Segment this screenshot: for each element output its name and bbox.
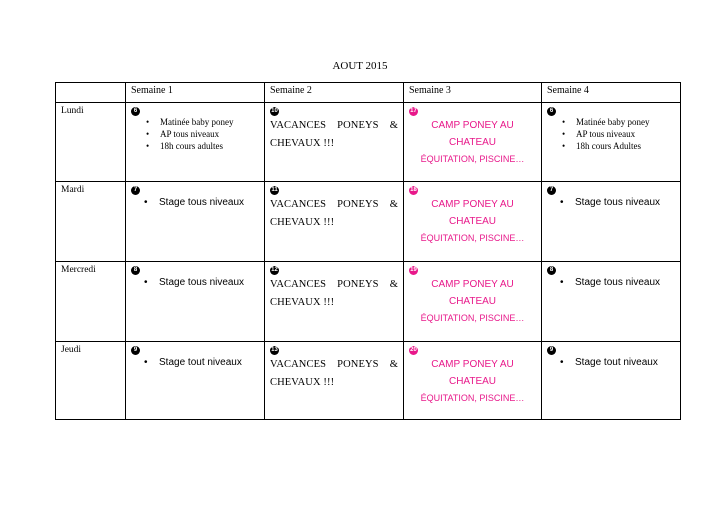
activity-list [144, 196, 244, 209]
list-item: • Stage tous niveaux [144, 196, 244, 209]
table-row [56, 342, 681, 420]
schedule-cell [542, 103, 681, 182]
camp-text [404, 356, 541, 407]
week-header: Semaine 3 [404, 83, 542, 103]
table-row [56, 103, 681, 182]
list-item: • Stage tous niveaux [144, 276, 244, 289]
list-item: • Matinée baby poney [562, 116, 649, 128]
schedule-cell [542, 182, 681, 262]
list-item: • Stage tous niveaux [560, 196, 660, 209]
activity-list [562, 116, 649, 152]
activity-list [560, 356, 658, 369]
camp-line: CHATEAU [448, 137, 497, 148]
camp-line: ÉQUITATION, PISCINE… [420, 393, 525, 403]
date-badge: 18 [410, 187, 417, 193]
vacation-line: CHEVAUX !!! [270, 297, 335, 308]
list-item: • Matinée baby poney [146, 116, 233, 128]
camp-line: CAMP PONEY AU [431, 199, 514, 210]
activity-list [146, 116, 233, 152]
schedule-cell [404, 262, 542, 342]
camp-line: CAMP PONEY AU [431, 279, 514, 290]
camp-line: ÉQUITATION, PISCINE… [420, 154, 525, 164]
date-badge: 8 [547, 266, 556, 275]
list-item: • AP tous niveaux [562, 128, 649, 140]
date-badge: 20 [410, 347, 417, 353]
list-item: • Stage tout niveaux [560, 356, 658, 369]
activity-list [144, 356, 242, 369]
camp-text [404, 117, 541, 168]
date-badge: 17 [410, 108, 417, 114]
day-label: Lundi [56, 103, 126, 182]
camp-line: CHATEAU [448, 216, 497, 227]
week-header: Semaine 1 [126, 83, 265, 103]
date-badge: 10 [271, 108, 278, 114]
vacation-text [270, 276, 398, 312]
schedule-cell [404, 182, 542, 262]
table-row [56, 262, 681, 342]
vacation-line: CHEVAUX !!! [270, 217, 335, 228]
page-title: AOUT 2015 [332, 60, 388, 72]
schedule-table [55, 82, 681, 420]
schedule-cell [126, 342, 265, 420]
camp-line: ÉQUITATION, PISCINE… [420, 233, 525, 243]
schedule-cell [265, 182, 404, 262]
camp-line: CHATEAU [448, 296, 497, 307]
schedule-cell [126, 262, 265, 342]
vacation-line: CHEVAUX !!! [270, 138, 335, 149]
vacation-line: VACANCES PONEYS & [270, 279, 398, 290]
schedule-cell [265, 262, 404, 342]
activity-list [560, 276, 660, 289]
schedule-cell [404, 342, 542, 420]
week-header: Semaine 2 [265, 83, 404, 103]
header-row [56, 83, 681, 103]
corner-header [56, 83, 126, 103]
vacation-line: VACANCES PONEYS & [270, 120, 398, 131]
week-header: Semaine 4 [542, 83, 681, 103]
schedule-cell [126, 103, 265, 182]
date-badge: 6 [131, 107, 140, 116]
activity-list [560, 196, 660, 209]
camp-line: ÉQUITATION, PISCINE… [420, 313, 525, 323]
list-item: • AP tous niveaux [146, 128, 233, 140]
date-badge: 8 [131, 266, 140, 275]
vacation-text [270, 117, 398, 153]
date-badge: 11 [271, 187, 278, 193]
vacation-text [270, 356, 398, 392]
schedule-cell [265, 342, 404, 420]
day-label: Mardi [56, 182, 126, 262]
list-item: • 18h cours adultes [146, 140, 233, 152]
vacation-line: CHEVAUX !!! [270, 377, 335, 388]
date-badge: 6 [547, 107, 556, 116]
date-badge: 9 [547, 346, 556, 355]
vacation-line: VACANCES PONEYS & [270, 199, 398, 210]
list-item: • 18h cours Adultes [562, 140, 649, 152]
list-item: • Stage tous niveaux [560, 276, 660, 289]
table-row [56, 182, 681, 262]
schedule-cell [542, 262, 681, 342]
date-badge: 7 [131, 186, 140, 195]
vacation-text [270, 196, 398, 232]
camp-text [404, 196, 541, 247]
camp-line: CAMP PONEY AU [431, 120, 514, 131]
activity-list [144, 276, 244, 289]
day-label: Mercredi [56, 262, 126, 342]
camp-text [404, 276, 541, 327]
date-badge: 9 [131, 346, 140, 355]
schedule-cell [126, 182, 265, 262]
camp-line: CHATEAU [448, 376, 497, 387]
date-badge: 19 [410, 267, 417, 273]
schedule-cell [265, 103, 404, 182]
vacation-line: VACANCES PONEYS & [270, 359, 398, 370]
day-label: Jeudi [56, 342, 126, 420]
schedule-cell [404, 103, 542, 182]
date-badge: 12 [271, 267, 278, 273]
date-badge: 7 [547, 186, 556, 195]
schedule-cell [542, 342, 681, 420]
camp-line: CAMP PONEY AU [431, 359, 514, 370]
date-badge: 13 [271, 347, 278, 353]
list-item: • Stage tout niveaux [144, 356, 242, 369]
